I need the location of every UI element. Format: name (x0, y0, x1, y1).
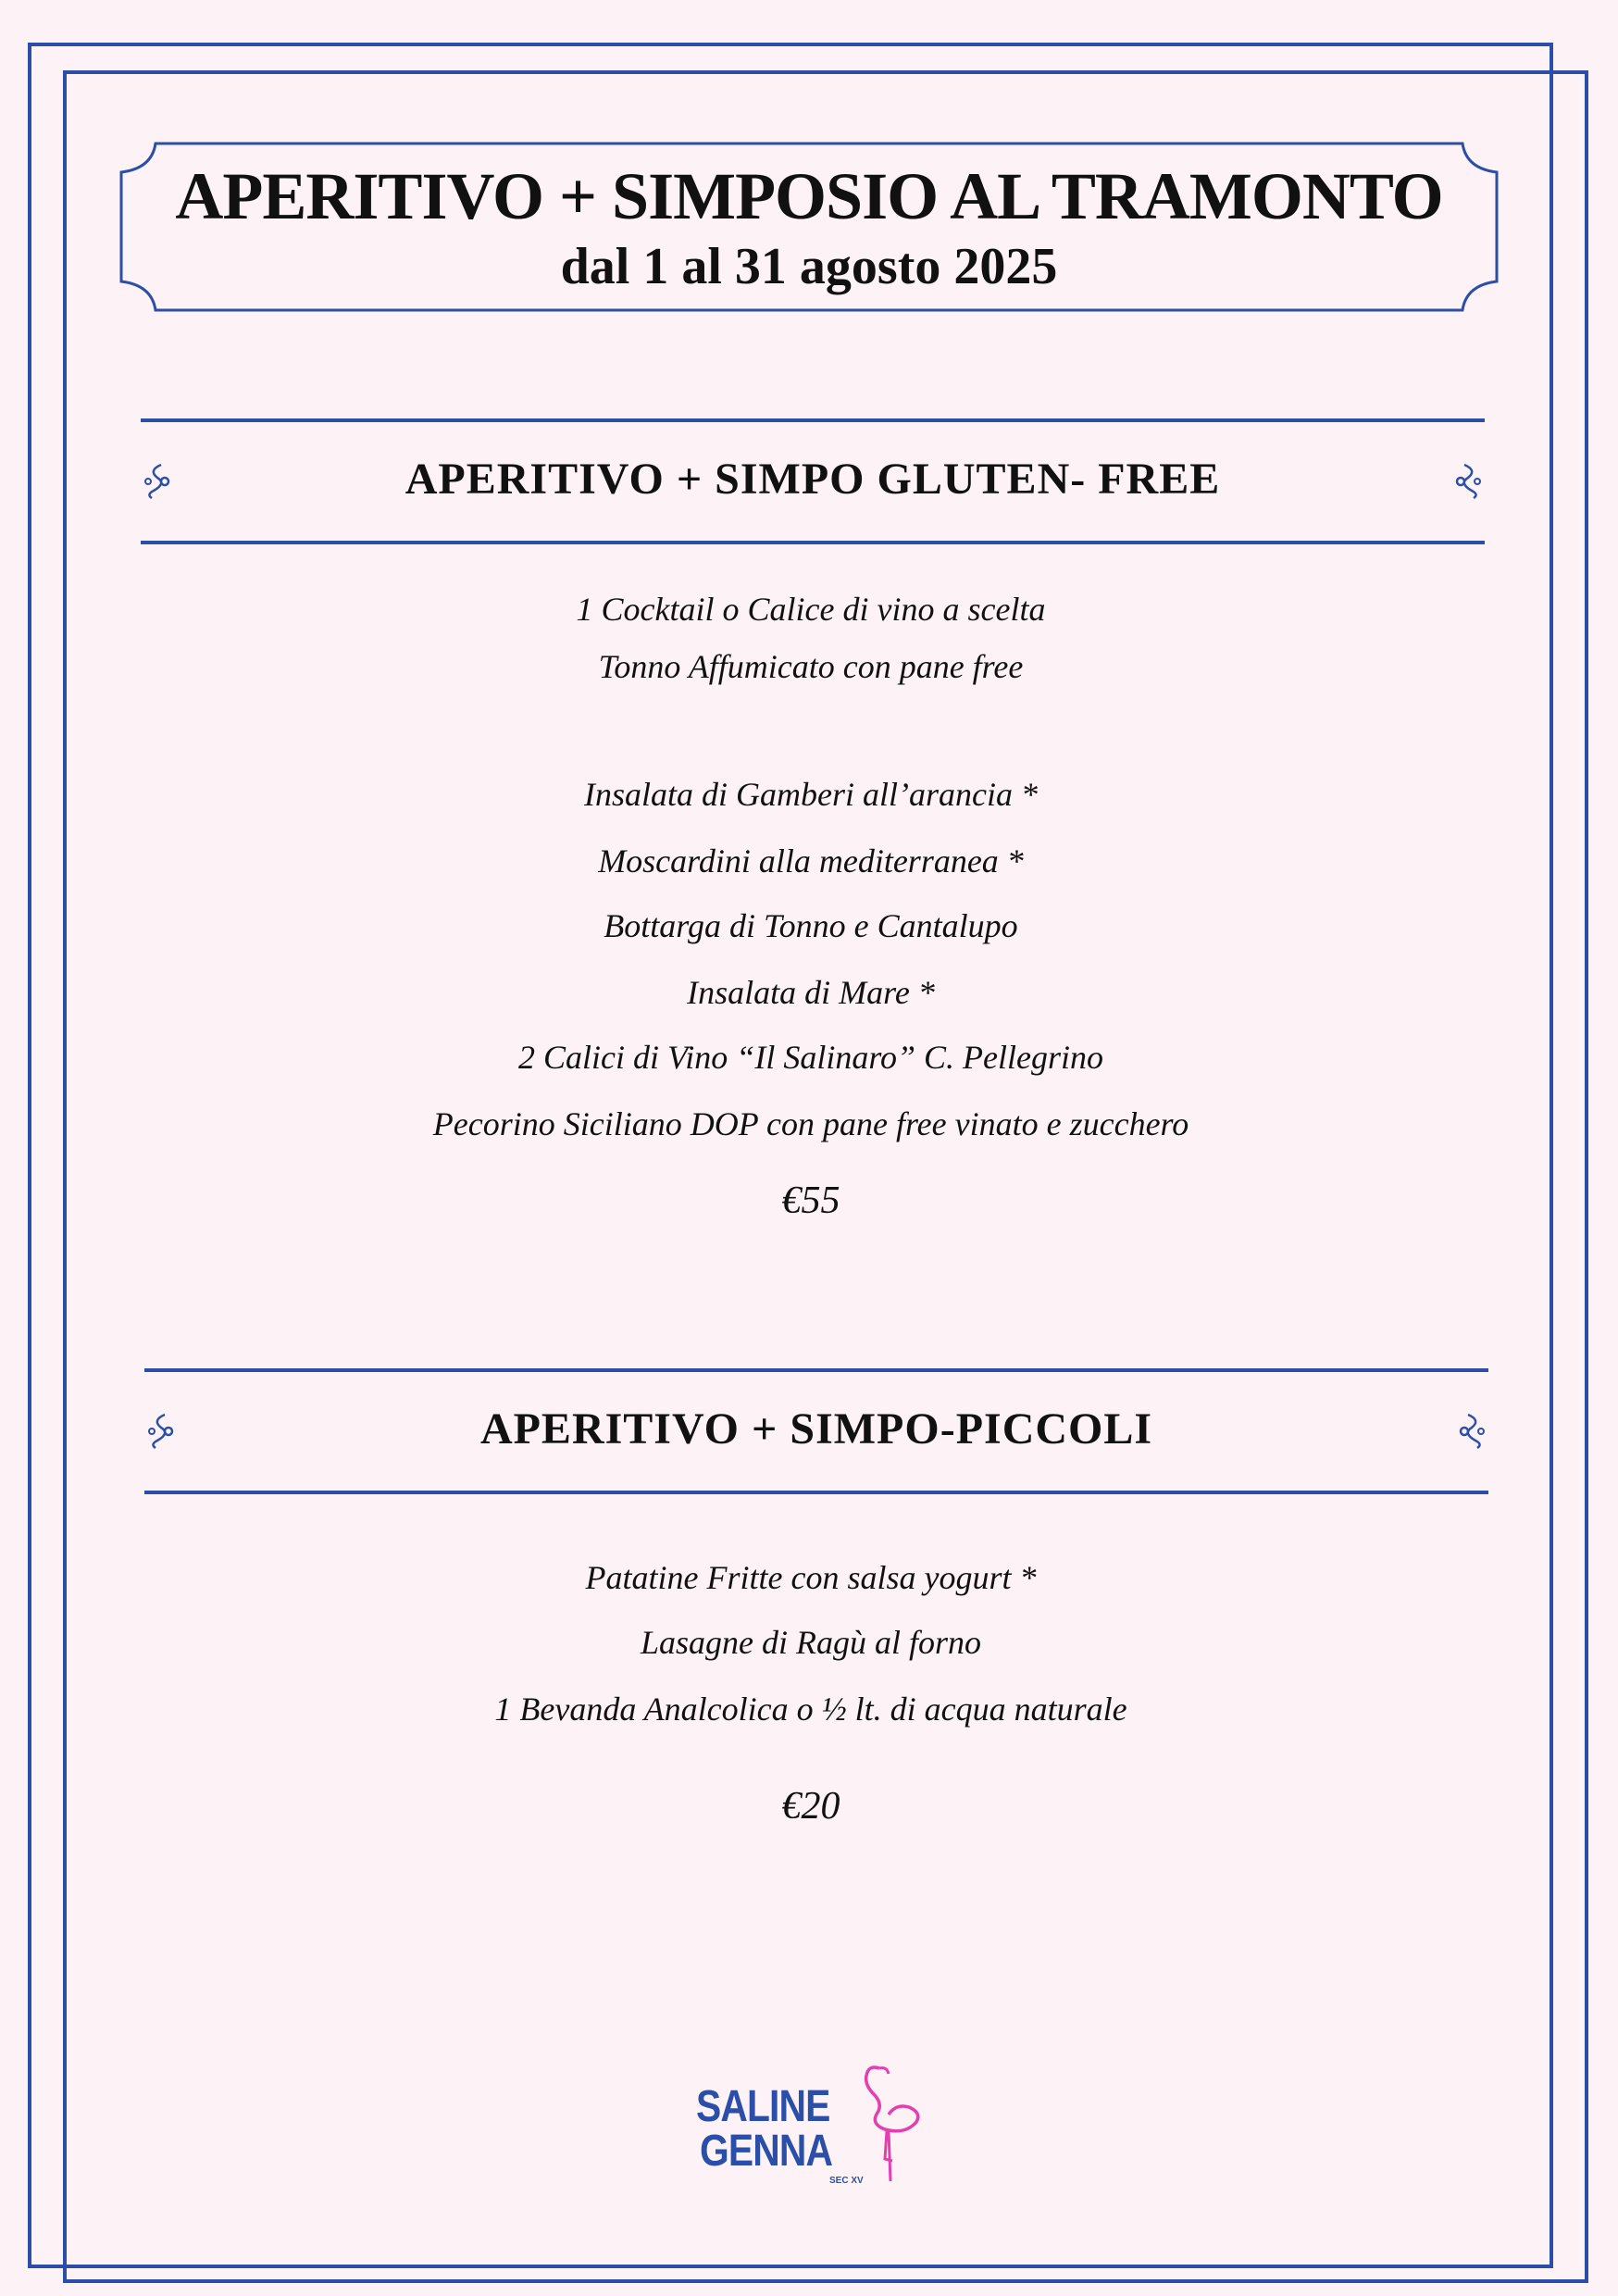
logo-text-line2: GENNA (700, 2127, 833, 2176)
menu-item: Insalata di Gamberi all’arancia * (584, 776, 1038, 813)
page-subtitle: dal 1 al 31 agosto 2025 (560, 238, 1058, 295)
flourish-icon (1451, 1411, 1488, 1452)
divider-line (144, 1491, 1488, 1494)
price: €20 (781, 1785, 840, 1828)
divider-line (141, 541, 1485, 544)
logo-text-line1: SALINE (696, 2082, 830, 2131)
saline-genna-logo (692, 2059, 933, 2189)
section-header-piccoli (144, 1368, 1488, 1494)
menu-item: 2 Calici di Vino “Il Salinaro” C. Pellegrino (517, 1039, 1103, 1076)
logo-small-text: SEC XV (829, 2176, 864, 2186)
menu-item: Tonno Affumicato con pane free (598, 648, 1024, 685)
menu-item: Lasagne di Ragù al forno (640, 1624, 981, 1661)
menu-item: Moscardini alla mediterranea * (598, 842, 1024, 880)
divider-line (144, 1368, 1488, 1372)
flourish-icon (141, 461, 178, 502)
menu-item: Patatine Fritte con salsa yogurt * (585, 1559, 1037, 1596)
section-title: APERITIVO + SIMPO GLUTEN- FREE (404, 455, 1221, 504)
flourish-icon (144, 1411, 181, 1452)
section-title: APERITIVO + SIMPO-PICCOLI (479, 1404, 1153, 1454)
section-header-gluten-free (141, 418, 1485, 544)
flourish-icon (1448, 461, 1485, 502)
menu-item: 1 Cocktail o Calice di vino a scelta (576, 591, 1046, 628)
price: €55 (781, 1179, 840, 1222)
page-border-inner (63, 70, 1588, 2283)
menu-item: Pecorino Siciliano DOP con pane free vinato e zucchero (432, 1105, 1189, 1142)
page-title: APERITIVO + SIMPOSIO AL TRAMONTO (175, 159, 1443, 233)
flamingo-icon (852, 2059, 926, 2189)
title-banner (118, 141, 1500, 313)
menu-item: Insalata di Mare * (687, 974, 935, 1011)
menu-item: 1 Bevanda Analcolica o ½ lt. di acqua naturale (494, 1691, 1127, 1728)
divider-line (141, 418, 1485, 422)
menu-item: Bottarga di Tonno e Cantalupo (604, 907, 1018, 944)
